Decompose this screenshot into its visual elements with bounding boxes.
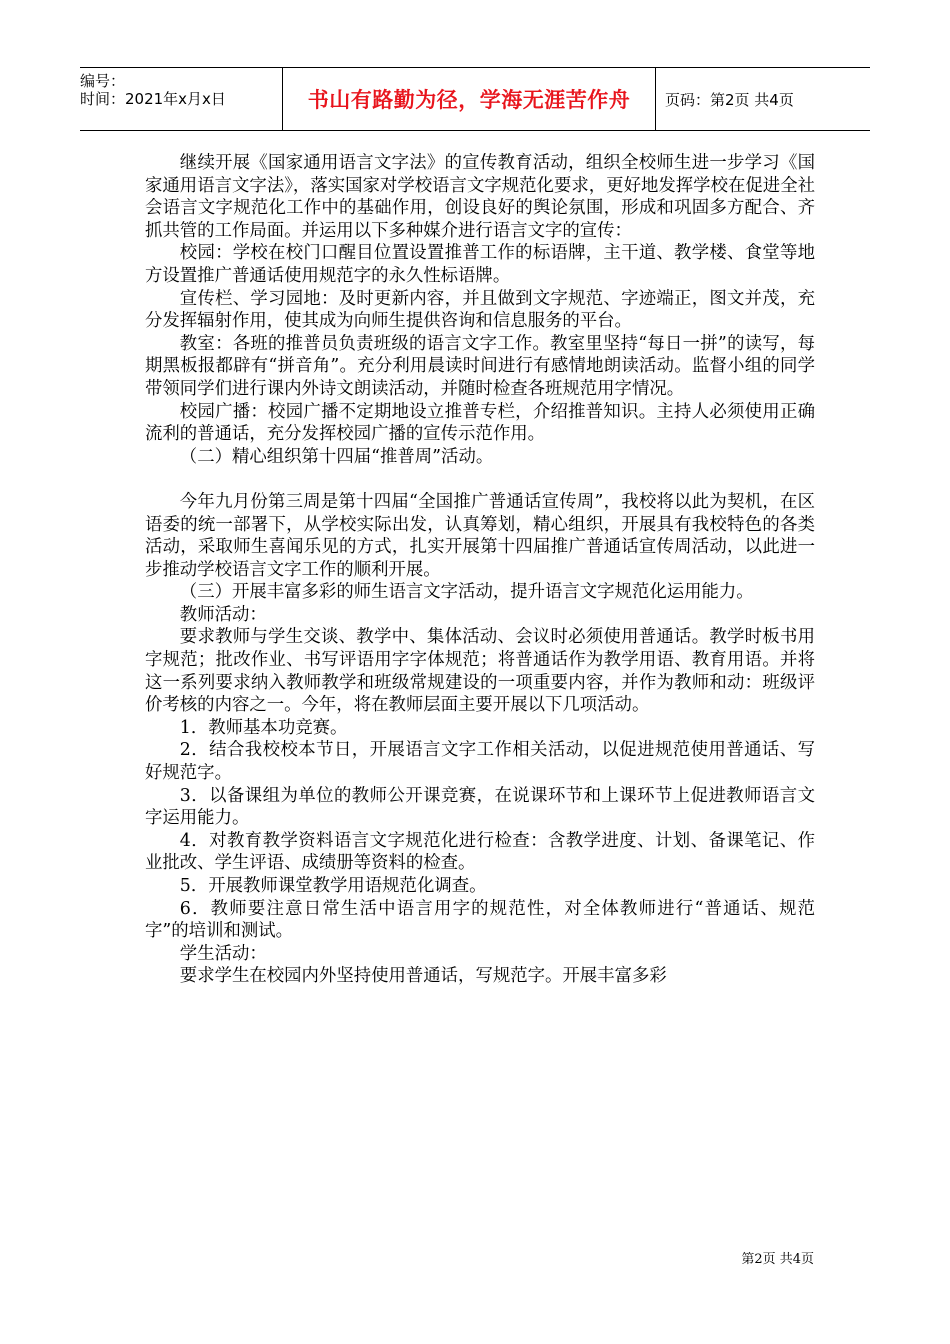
list-item: 3．以备课组为单位的教师公开课竞赛，在说课环节和上课环节上促进教师语言文字运用能力。 [145,785,815,829]
paragraph: 校园广播：校园广播不定期地设立推普专栏，介绍推普知识。主持人必须使用正确流利的普通话，充分发挥校园广播的宣传示范作用。 [145,401,815,445]
paragraph: 宣传栏、学习园地：及时更新内容，并且做到文字规范、字迹端正，图文并茂，充分发挥辐射作用，使其成为向师生提供咨询和信息服务的平台。 [145,288,815,332]
document-body [145,152,815,988]
header-motto: 书山有路勤为径，学海无涯苦作舟 [307,88,631,112]
paragraph: 继续开展《国家通用语言文字法》的宣传教育活动，组织全校师生进一步学习《国家通用语言文字法》，落实国家对学校语言文字规范化要求，更好地发挥学校在促进全社会语言文字规范化工作中的基础作用，创设良好的舆论氛围，形成和巩固多方配合、齐抓共管的工作局面。并运用以下多种媒介进行语言文字的宣传： [145,153,815,241]
list-item: 6．教师要注意日常生活中语言用字的规范性，对全体教师进行“普通话、规范字”的培训和测试。 [145,898,815,942]
subsection-heading: 教师活动： [179,604,267,625]
section-heading: （三）开展丰富多彩的师生语言文字活动，提升语言文字规范化运用能力。 [179,582,754,603]
paragraph: 今年九月份第三周是第十四届“全国推广普通话宣传周”，我校将以此为契机，在区语委的统一部署下，从学校实际出发，认真筹划，精心组织，开展具有我校特色的各类活动，采取师生喜闻乐见的方式，扎实开展第十四届推广普通话宣传周活动，以此进一步推动学校语言文字工作的顺利开展。 [145,491,815,580]
paragraph: 教室：各班的推普员负责班级的语言文字工作。教室里坚持“每日一拼”的读写，每期黑板报都辟有“拼音角”。充分利用晨读时间进行有感情地朗读活动。监督小组的同学带领同学们进行课内外诗文朗读活动，并随时检查各班规范用字情况。 [145,333,815,399]
document-date: 时间：2021年x月x日 [80,90,226,108]
document-number: 编号： [80,72,126,90]
list-item: 2．结合我校校本节日，开展语言文字工作相关活动，以促进规范使用普通话、写好规范字。 [145,740,815,784]
list-item: 1．教师基本功竞赛。 [179,717,348,738]
paragraph: 要求学生在校园内外坚持使用普通话，写规范字。开展丰富多彩 [179,966,667,987]
page-footer: 第2页 共4页 [741,1252,814,1267]
header-meta [80,68,282,134]
paragraph: 校园：学校在校门口醒目位置设置推普工作的标语牌，主干道、教学楼、食堂等地方设置推广普通话使用规范字的永久性标语牌。 [145,243,815,286]
header-page-number: 页码：第2页 共4页 [665,90,794,109]
list-item: 5．开展教师课堂教学用语规范化调查。 [179,876,487,896]
paragraph: 要求教师与学生交谈、教学中、集体活动、会议时必须使用普通话。教学时板书用字规范；批改作业、书写评语用字字体规范；将普通话作为教学用语、教育用语。并将这一系列要求纳入教师教学和班级常规建设的一项重要内容，并作为教师和动：班级评价考核的内容之一。今年，将在教师层面主要开展以下几项活动。 [145,627,815,716]
subsection-heading: 学生活动： [179,943,267,964]
section-heading: （二）精心组织第十四届“推普周”活动。 [179,446,494,467]
list-item: 4．对教育教学资料语言文字规范化进行检查：含教学进度、计划、备课笔记、作业批改、学生评语、成绩册等资料的检查。 [145,830,815,874]
header-motto-cell [282,68,656,130]
page-header [80,67,870,131]
